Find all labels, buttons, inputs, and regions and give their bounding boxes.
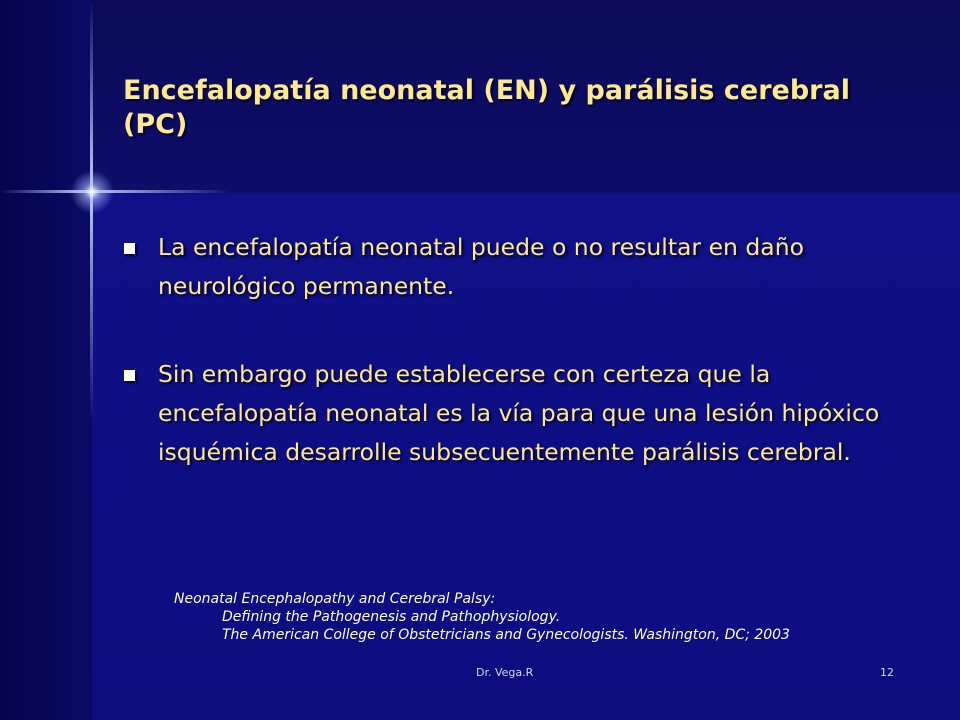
sparkle-star-icon-core [70, 170, 114, 214]
slide-title: Encefalopatía neonatal (EN) y parálisis cerebral (PC) [123, 75, 850, 140]
bullet-item [122, 355, 902, 472]
footer-page-number: 12 [880, 666, 894, 679]
bullet-text: Sin embargo puede establecerse con certeza que la encefalopatía neonatal es la vía para que una lesión hipóxico isquémica desarrolle subsecuentemente parálisis cerebral. [158, 360, 880, 466]
bullet-list [122, 228, 902, 472]
sparkle-star-icon [0, 190, 230, 193]
citation-line: The American College of Obstetricians and Gynecologists. Washington, DC; 2003 [222, 627, 790, 643]
bullet-text: La encefalopatía neonatal puede o no resultar en daño neurológico permanente. [158, 233, 804, 300]
left-decor-band [0, 0, 92, 720]
square-bullet-icon [124, 370, 135, 381]
citation-line: Defining the Pathogenesis and Pathophysiology. [222, 609, 561, 625]
footer-author: Dr. Vega.R [476, 666, 534, 679]
citation [174, 590, 790, 644]
citation-line: Neonatal Encephalopathy and Cerebral Palsy: [174, 591, 496, 607]
bullet-item [122, 228, 902, 306]
square-bullet-icon [124, 243, 135, 254]
